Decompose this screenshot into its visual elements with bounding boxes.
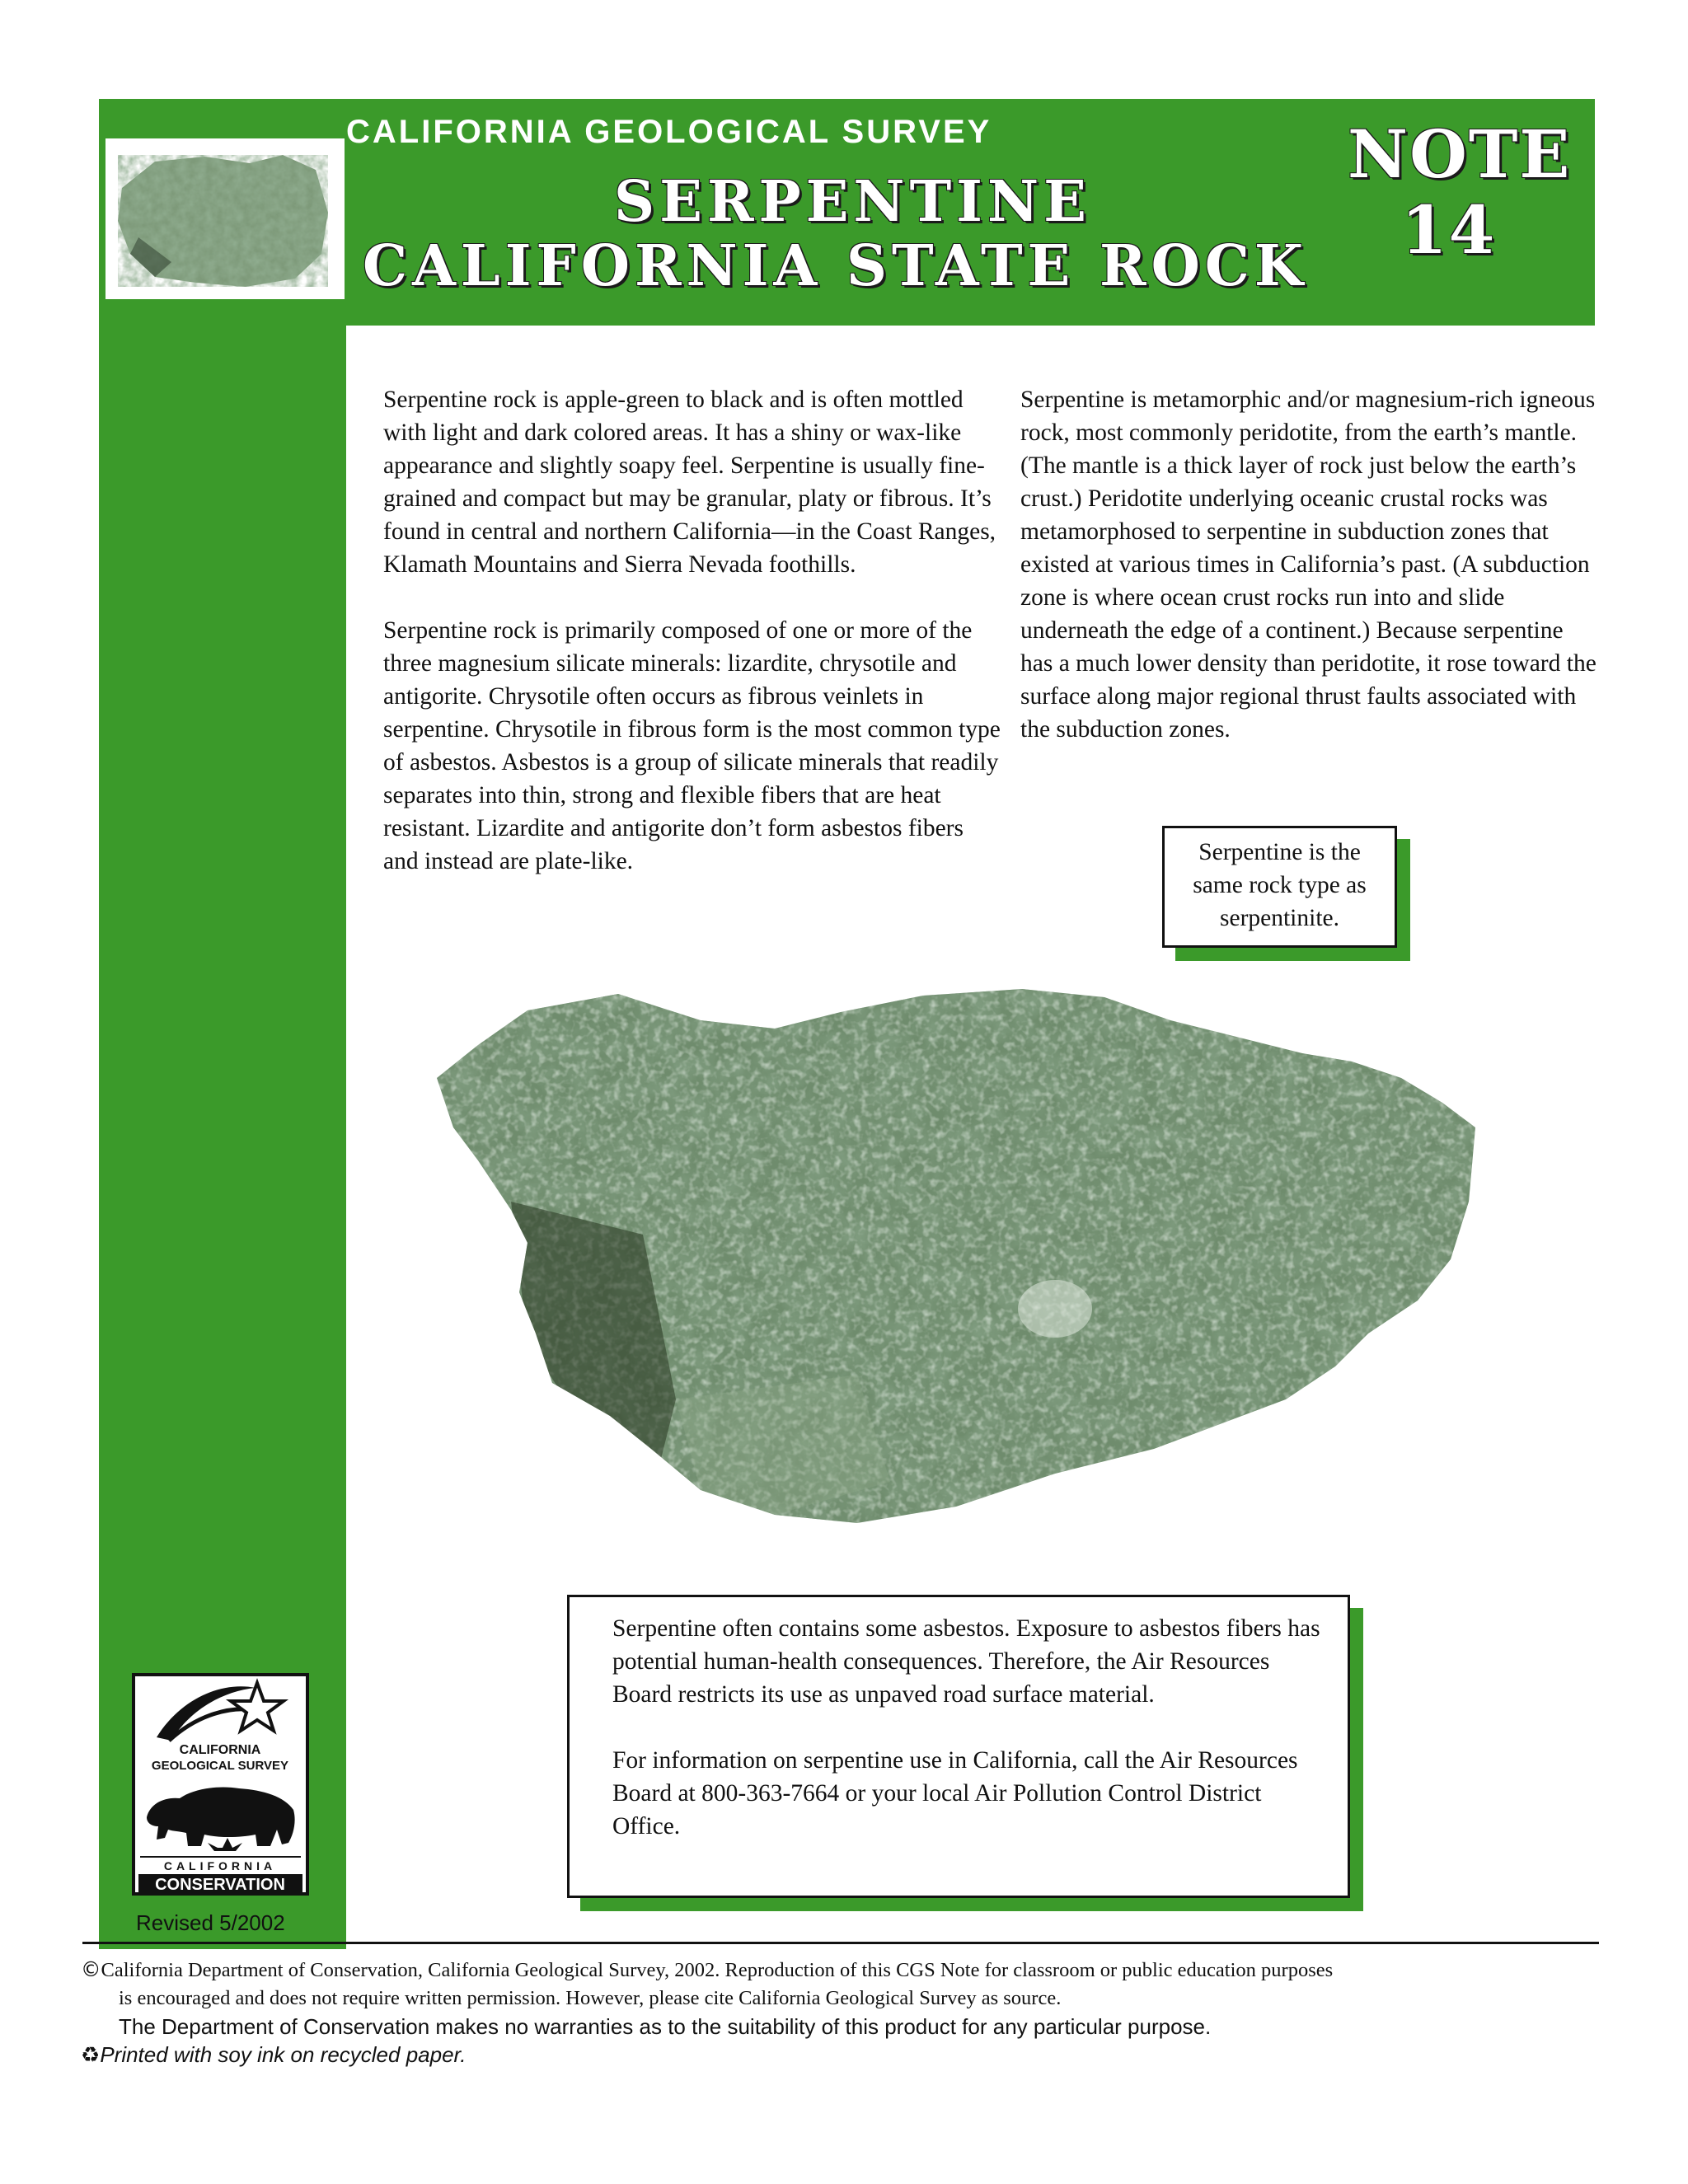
page-title-line2: CALIFORNIA STATE ROCK: [363, 233, 1309, 299]
copyright-line1: ©California Department of Conservation, California Geological Survey, 2002. Reproduction of this CGS Note for classroom or public education purposes: [81, 1957, 1334, 1981]
warning-paragraph: Serpentine often contains some asbestos. Exposure to asbestos fibers has potential human-health consequences. Therefore, the Air Resources Board restricts its use as unpaved road surface material.: [612, 1615, 1320, 1708]
paragraph: Serpentine is metamorphic and/or magnesium-rich igneous rock, most commonly peridotite, from the earth’s mantle. (The mantle is a thick layer of rock just below the earth’s crust.) Peridotite underlying oceanic crustal rocks was metamorphosed to serpentine in subduction zones that existed at various times in California’s past. (A subduction zone is where ocean crust rocks run into and slide underneath the edge of a continent.) Because serpentine has a much lower density than peridotite, it rose toward the surface along major regional thrust faults associated with the subduction zones.: [1020, 387, 1597, 743]
callout-text: Serpentine is the same rock type as serpentinite.: [1193, 839, 1367, 931]
contact-paragraph: For information on serpentine use in California, call the Air Resources Board at 800-363-7664 or your local Air Pollution Control District Office.: [612, 1747, 1298, 1840]
warranty-disclaimer: The Department of Conservation makes no warranties as to the suitability of this product for any particular purpose.: [119, 2014, 1212, 2039]
serpentinite-callout: [1162, 826, 1397, 948]
header-rock-thumbnail: [106, 138, 345, 299]
logo-text-line4: CONSERVATION: [155, 1876, 285, 1894]
rock-thumbnail-image: [106, 138, 345, 299]
body-right-column: [1020, 383, 1597, 779]
body-left-column: [383, 383, 1001, 911]
recycled-paper-note: ♻Printed with soy ink on recycled paper.: [81, 2042, 467, 2068]
bear-logo-image: [132, 1673, 309, 1896]
page-title-line1: SERPENTINE: [614, 169, 1091, 235]
logo-text-line1: CALIFORNIA: [179, 1743, 261, 1757]
rock-image: [429, 987, 1488, 1531]
logo-text-line3: CALIFORNIA: [163, 1859, 277, 1872]
footer-divider: [82, 1942, 1599, 1944]
note-label: NOTE: [1348, 115, 1572, 193]
cgs-conservation-logo: [132, 1673, 309, 1896]
recycle-icon: ♻: [81, 2043, 101, 2068]
copyright-icon: ©: [81, 1957, 101, 1981]
paragraph: Serpentine rock is primarily composed of one or more of the three magnesium silicate minerals: lizardite, chrysotile and antigorite. Chrysotile often occurs as fibrous veinlets in serpentine. Chrysotile in fibrous form is the most common type of asbestos. Asbestos is a group of silicate minerals that readily separates into thin, strong and flexible fibers that are heat resistant. Lizardite and antigorite don’t form asbestos fibers and instead are plate-like.: [383, 617, 1001, 874]
footer: [81, 1956, 1606, 2069]
paragraph: Serpentine rock is apple-green to black and is often mottled with light and dark colored areas. It has a shiny or wax-like appearance and slightly soapy feel. Serpentine is usually fine-grained and compact but may be granular, platy or fibrous. It’s found in central and northern California—in the Coast Ranges, Klamath Mountains and Sierra Nevada foothills.: [383, 387, 996, 578]
revised-date: Revised 5/2002: [136, 1910, 285, 1935]
logo-text-line2: GEOLOGICAL SURVEY: [151, 1759, 289, 1773]
serpentine-rock-photo: [429, 987, 1488, 1531]
note-number: 14: [1401, 191, 1497, 269]
copyright-line2: is encouraged and does not require written permission. However, please cite California Geological Survey as source.: [119, 1987, 1062, 2009]
asbestos-warning-callout: [567, 1595, 1350, 1898]
agency-name: CALIFORNIA GEOLOGICAL SURVEY: [346, 114, 992, 150]
